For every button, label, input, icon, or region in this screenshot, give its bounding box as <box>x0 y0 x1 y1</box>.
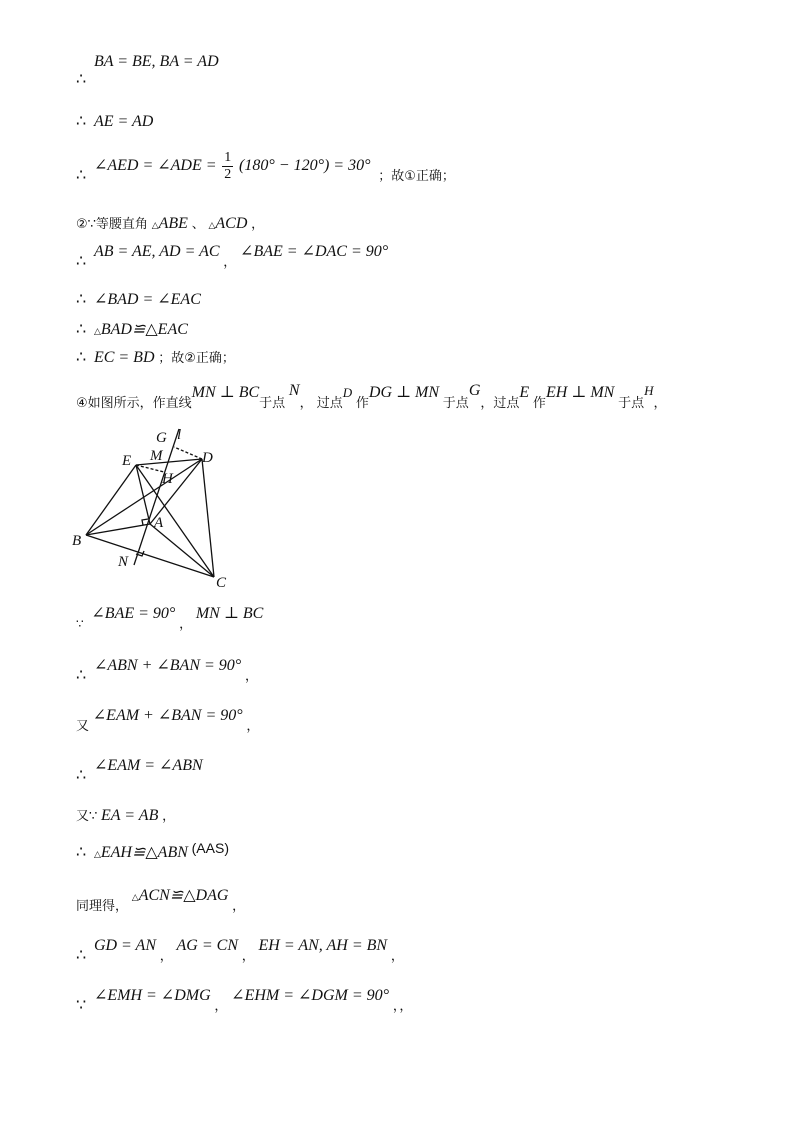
equation-part: ∠EHM = ∠DGM = 90° <box>231 987 390 1004</box>
line-11 <box>76 656 258 684</box>
point-label: E <box>519 384 530 401</box>
label-H: H <box>162 471 173 487</box>
statement-head: ②∵等腰直角 <box>76 217 148 232</box>
line-3 <box>76 150 455 191</box>
point-label: N <box>288 382 300 399</box>
point-label: G <box>468 382 481 399</box>
point-label: D <box>342 385 353 400</box>
equation-part: ∠AED = ∠ADE = <box>93 157 217 174</box>
triangle-name: ACD <box>215 215 248 232</box>
therefore-symbol: ∴ <box>76 767 87 784</box>
equation: EC = BD <box>93 349 155 366</box>
label-M: M <box>150 448 163 464</box>
triangle-symbol: △ <box>208 221 216 231</box>
line-8 <box>76 348 235 369</box>
reason-aas: (AAS) <box>191 840 229 856</box>
line-18 <box>76 986 413 1014</box>
segment-DC <box>202 459 214 577</box>
triangle-symbol: △ <box>93 327 101 337</box>
line-5 <box>76 242 389 270</box>
equation-part: ∠BAE = ∠DAC = 90° <box>240 243 389 260</box>
separator: ， <box>390 949 404 964</box>
label-N: N <box>118 554 129 570</box>
separator: ， <box>232 899 246 914</box>
fraction <box>222 150 233 183</box>
line-14 <box>76 806 175 827</box>
equation-part: GD = AN <box>93 937 156 954</box>
equation-part: ∠EMH = ∠DMG <box>93 987 211 1004</box>
statement-text: 作 <box>532 396 546 411</box>
equation: ACN≌△DAG <box>138 887 229 904</box>
segment-DG <box>174 447 202 459</box>
equation-part: AG = CN <box>176 937 238 954</box>
line-1 <box>76 53 219 88</box>
therefore-symbol: ∴ <box>76 947 87 964</box>
statement-text: 于点 <box>442 396 469 411</box>
fraction-numerator: 1 <box>224 150 232 166</box>
therefore-symbol: ∴ <box>76 167 87 184</box>
triangle-name: ABE <box>158 215 188 232</box>
line-4 <box>76 214 264 236</box>
also-because: 又∵ <box>76 809 98 824</box>
label-A: A <box>154 515 164 531</box>
conclusion-text: ；故①正确； <box>378 169 455 184</box>
because-symbol: ∵ <box>76 997 87 1014</box>
statement-text: ， <box>653 396 667 411</box>
separator: ， <box>246 719 260 734</box>
therefore-symbol: ∴ <box>76 667 87 684</box>
statement-text: 作 <box>355 396 369 411</box>
equation: ∠ABN + ∠BAN = 90° <box>93 657 242 674</box>
separator: ， <box>223 255 237 270</box>
equation: ∠EAM = ∠ABN <box>93 757 203 774</box>
label-C: C <box>216 575 227 591</box>
therefore-symbol: ∴ <box>76 113 87 130</box>
because-symbol: ∵ <box>76 617 84 631</box>
statement-text: ， 过点 <box>299 396 343 411</box>
label-E: E <box>122 453 132 469</box>
also-word: 又 <box>76 719 90 734</box>
therefore-symbol: ∴ <box>76 253 87 270</box>
segment-BA <box>86 524 150 535</box>
separator: ， <box>241 949 255 964</box>
point-label: H <box>644 383 654 398</box>
triangle-symbol: △ <box>93 850 101 860</box>
line-15 <box>76 842 229 865</box>
equation-part: MN ⊥ BC <box>191 384 260 401</box>
line-6 <box>76 290 201 310</box>
therefore-symbol: ∴ <box>76 71 87 88</box>
segment-BD <box>86 459 202 535</box>
segment-BC <box>86 535 214 577</box>
equation-part: EH ⊥ MN <box>545 384 615 401</box>
equation-part: (180° − 120°) = 30° <box>239 157 371 174</box>
statement-text: ④如图所示，作直线 <box>76 396 192 411</box>
separator: ，， <box>392 999 413 1014</box>
equation: AE = AD <box>93 113 154 130</box>
triangle-symbol: △ <box>131 893 139 903</box>
equation-part: EH = AN, AH = BN <box>258 937 388 954</box>
line-13 <box>76 756 203 784</box>
equation-part: MN ⊥ BC <box>195 605 264 622</box>
line-9 <box>76 382 666 413</box>
line-12 <box>76 706 260 734</box>
equation: ∠BAD = ∠EAC <box>93 291 201 308</box>
therefore-symbol: ∴ <box>76 844 87 861</box>
line-16 <box>76 886 246 914</box>
separator: ， <box>179 617 193 632</box>
equation: BAD≌△EAC <box>100 321 188 338</box>
statement-text: 于点 <box>618 396 645 411</box>
separator: ， <box>244 669 258 684</box>
equation: EA = AB <box>101 807 159 824</box>
separator: ， <box>159 949 173 964</box>
geometry-figure <box>64 425 244 595</box>
equation-part: ∠BAE = 90° <box>91 605 176 622</box>
statement-text: ，过点 <box>480 396 520 411</box>
statement-text: 于点 <box>259 396 286 411</box>
segment-EC <box>136 465 214 577</box>
label-G: G <box>156 430 167 446</box>
fraction-denominator: 2 <box>224 167 232 183</box>
therefore-symbol: ∴ <box>76 349 87 366</box>
triangle-symbol: △ <box>151 221 159 231</box>
therefore-symbol: ∴ <box>76 291 87 308</box>
separator: ， <box>162 809 176 824</box>
separator: 、 <box>191 217 205 232</box>
label-D: D <box>202 450 213 466</box>
therefore-symbol: ∴ <box>76 321 87 338</box>
separator: ， <box>251 217 265 232</box>
conclusion-text: ；故②正确； <box>158 351 235 366</box>
segment-BE <box>86 465 136 535</box>
equation: ∠EAM + ∠BAN = 90° <box>92 707 243 724</box>
line-10 <box>76 604 264 632</box>
label-B: B <box>72 533 82 549</box>
equation-part: AB = AE, AD = AC <box>93 243 220 260</box>
line-2 <box>76 112 153 132</box>
equation: BA = BE, BA = AD <box>93 53 219 70</box>
statement-head: 同理得， <box>76 899 129 914</box>
label-l: l <box>177 427 182 443</box>
equation-part: DG ⊥ MN <box>368 384 440 401</box>
separator: ， <box>214 999 228 1014</box>
line-7 <box>76 320 188 342</box>
equation: EAH≌△ABN <box>100 844 188 861</box>
line-17 <box>76 936 404 964</box>
